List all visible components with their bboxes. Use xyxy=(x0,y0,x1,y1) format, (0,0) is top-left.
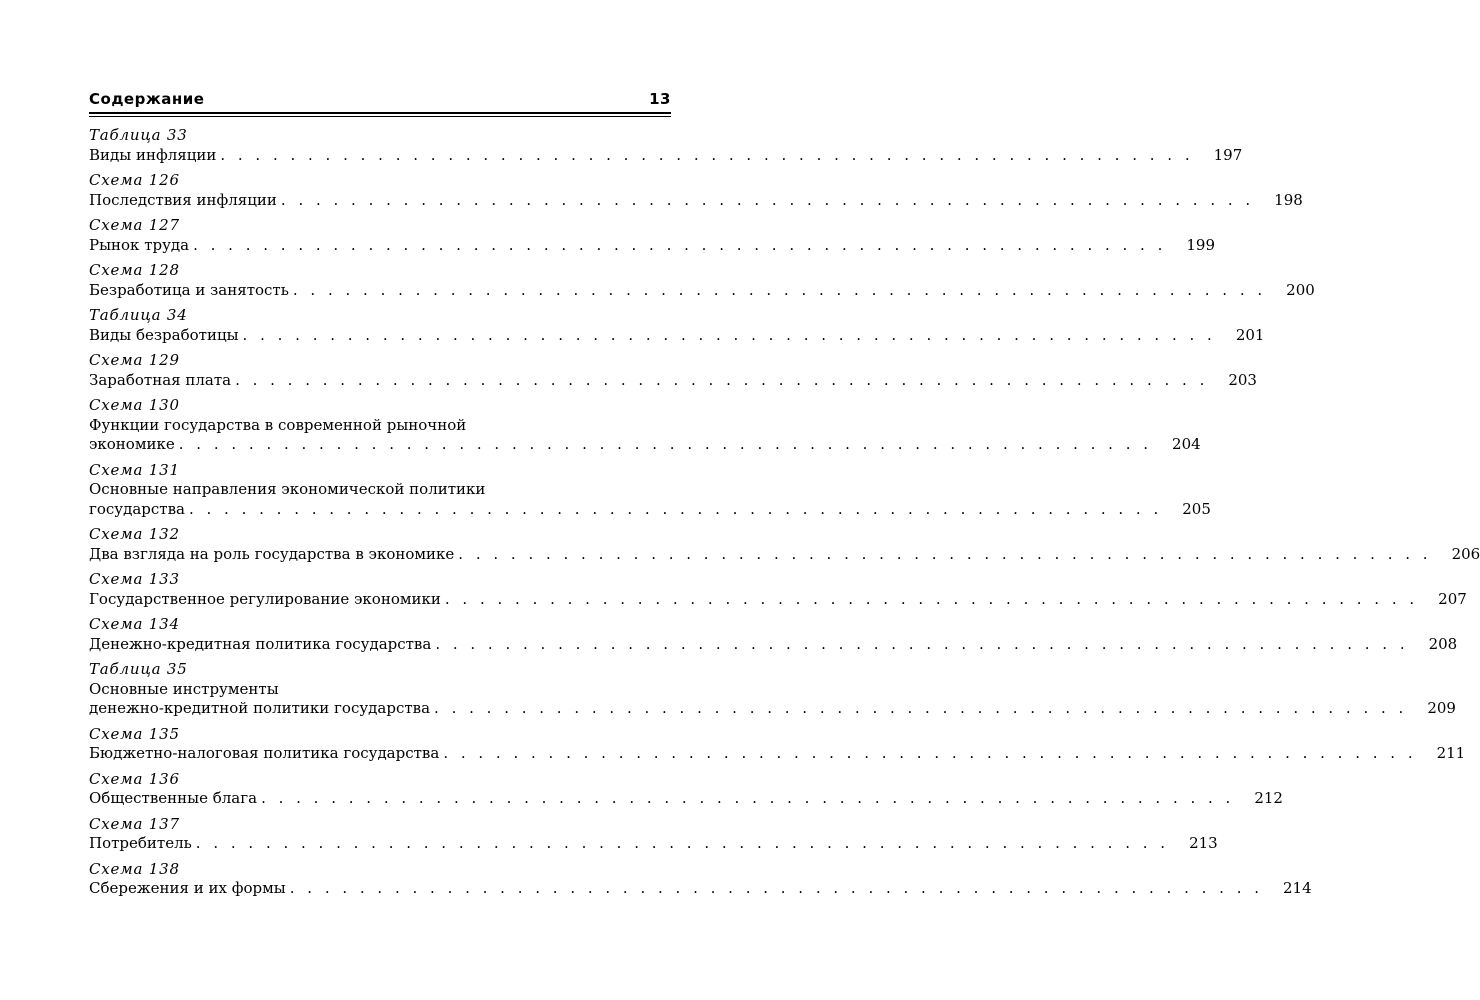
toc-entry-line xyxy=(89,699,1456,719)
toc-entry-title: экономике xyxy=(89,435,175,453)
toc-entry-page-number: 211 xyxy=(1436,744,1466,762)
book-page xyxy=(89,90,1480,905)
toc-entry-title: Потребитель xyxy=(89,834,192,852)
toc-entry-page-number: 213 xyxy=(1189,834,1218,852)
toc-entry-label: Таблица 34 xyxy=(89,306,188,324)
dot-leader: . . . . . . . . . . . . . . . . . . . . . . . . . . . . . . . . . . . . . . . . . . . . . . . . . . . . . . . . xyxy=(458,544,1432,563)
toc-entry-label: Схема 129 xyxy=(89,351,180,369)
toc-entry-page-number: 206 xyxy=(1451,544,1480,563)
toc-entry-line xyxy=(89,634,1458,655)
toc-entry-line xyxy=(89,480,671,500)
toc-entry-label: Схема 126 xyxy=(89,171,180,189)
toc-entry-label: Схема 131 xyxy=(89,460,180,479)
toc-entry-title: Виды безработицы xyxy=(89,325,239,344)
toc-entry xyxy=(89,306,1265,345)
dot-leader: . . . . . . . . . . . . . . . . . . . . . . . . . . . . . . . . . . . . . . . . . . . . . . . . . . . . . . . . xyxy=(289,879,1264,897)
toc-entry xyxy=(89,261,1315,300)
toc-entry-page-number: 205 xyxy=(1182,499,1211,518)
dot-leader: . . . . . . . . . . . . . . . . . . . . . . . . . . . . . . . . . . . . . . . . . . . . . . . . . . . . . . . . xyxy=(261,789,1235,807)
toc-entry-title: Государственное регулирование экономики xyxy=(89,589,441,608)
toc-entry-line xyxy=(89,145,1243,166)
toc-entry-page-number: 200 xyxy=(1286,280,1315,299)
toc-entry xyxy=(89,396,1201,455)
toc-entry-label: Схема 135 xyxy=(89,724,180,743)
toc-entry-line xyxy=(89,499,1211,520)
header-rule xyxy=(89,112,671,117)
dot-leader: . . . . . . . . . . . . . . . . . . . . . . . . . . . . . . . . . . . . . . . . . . . . . . . . . . . . . . . . xyxy=(235,370,1209,389)
dot-leader: . . . . . . . . . . . . . . . . . . . . . . . . . . . . . . . . . . . . . . . . . . . . . . . . . . . . . . . . xyxy=(434,699,1408,717)
toc-entry xyxy=(89,126,1243,165)
toc-entry-label: Схема 138 xyxy=(89,859,180,878)
toc-entry xyxy=(89,859,1312,899)
toc-entry-label: Схема 137 xyxy=(89,814,180,833)
toc-entry-line xyxy=(89,235,1216,256)
toc-entry-line xyxy=(89,325,1265,346)
toc-entry-title: Рынок труда xyxy=(89,235,190,254)
toc-entry-label: Схема 130 xyxy=(89,396,180,414)
toc-entry-title: Виды инфляции xyxy=(89,145,217,164)
dot-leader: . . . . . . . . . . . . . . . . . . . . . . . . . . . . . . . . . . . . . . . . . . . . . . . . . . . . . . . . xyxy=(280,190,1255,209)
toc-entry-title: Общественные блага xyxy=(89,789,258,807)
toc-entry-label: Схема 136 xyxy=(89,769,180,788)
toc-entry-title: Безработица и занятость xyxy=(89,280,289,299)
dot-leader: . . . . . . . . . . . . . . . . . . . . . . . . . . . . . . . . . . . . . . . . . . . . . . . . . . . . . . . . xyxy=(220,145,1194,164)
dot-leader: . . . . . . . . . . . . . . . . . . . . . . . . . . . . . . . . . . . . . . . . . . . . . . . . . . . . . . . . xyxy=(435,634,1409,653)
toc-entry-line xyxy=(89,416,671,436)
toc-entry-title: Два взгляда на роль государства в экономике xyxy=(89,544,455,563)
toc-entry xyxy=(89,570,1467,609)
toc-entry xyxy=(89,814,1218,854)
toc-entry-label: Таблица 35 xyxy=(89,660,188,678)
dot-leader: . . . . . . . . . . . . . . . . . . . . . . . . . . . . . . . . . . . . . . . . . . . . . . . . . . . . . . . . xyxy=(444,589,1419,608)
toc-entry-label: Схема 132 xyxy=(89,525,180,543)
toc-entry xyxy=(89,351,1257,390)
header-rule-thin xyxy=(89,116,671,117)
running-head-title: Содержание xyxy=(89,90,205,108)
toc-entry xyxy=(89,460,1211,520)
toc-entry-page-number: 203 xyxy=(1228,370,1257,389)
toc-entry-title: Функции государства в современной рыночной xyxy=(89,415,467,434)
dot-leader: . . . . . . . . . . . . . . . . . . . . . . . . . . . . . . . . . . . . . . . . . . . . . . . . . . . . . . . . xyxy=(178,435,1153,453)
toc-entry-page-number: 199 xyxy=(1186,235,1216,254)
toc-entry-line xyxy=(89,744,1466,764)
toc-entry-line xyxy=(89,280,1315,301)
toc-entry-label: Схема 133 xyxy=(89,570,180,588)
dot-leader: . . . . . . . . . . . . . . . . . . . . . . . . . . . . . . . . . . . . . . . . . . . . . . . . . . . . . . . . xyxy=(193,235,1167,254)
dot-leader: . . . . . . . . . . . . . . . . . . . . . . . . . . . . . . . . . . . . . . . . . . . . . . . . . . . . . . . . xyxy=(195,834,1170,852)
toc-entry-label: Схема 128 xyxy=(89,261,180,279)
toc-entry-line xyxy=(89,370,1257,391)
toc-entry-title: Заработная плата xyxy=(89,370,232,389)
toc-entry-page-number: 204 xyxy=(1172,435,1201,453)
toc-entry-title: Основные направления экономической политики xyxy=(89,480,486,498)
toc-entry-line xyxy=(89,834,1218,854)
toc-entry-line xyxy=(89,435,1201,455)
toc-entry-page-number: 198 xyxy=(1274,190,1303,209)
toc-entry-page-number: 208 xyxy=(1428,634,1458,653)
toc-entry xyxy=(89,660,1456,719)
toc-entry-line xyxy=(89,879,1312,899)
dot-leader: . . . . . . . . . . . . . . . . . . . . . . . . . . . . . . . . . . . . . . . . . . . . . . . . . . . . . . . . xyxy=(292,280,1267,299)
toc-entry-title: Сбережения и их формы xyxy=(89,879,286,897)
toc-entry-title: Последствия инфляции xyxy=(89,190,277,209)
toc-entry-page-number: 212 xyxy=(1254,789,1283,807)
header-rule-thick xyxy=(89,112,671,114)
running-head xyxy=(89,90,671,110)
toc-entry-line xyxy=(89,544,1480,565)
dot-leader: . . . . . . . . . . . . . . . . . . . . . . . . . . . . . . . . . . . . . . . . . . . . . . . . . . . . . . . . xyxy=(242,325,1216,344)
toc-entry-page-number: 207 xyxy=(1438,589,1467,608)
toc-entry xyxy=(89,525,1480,564)
toc-entry xyxy=(89,171,1303,210)
toc-entry xyxy=(89,769,1283,809)
toc-entry-page-number: 201 xyxy=(1235,325,1265,344)
toc-entry-line xyxy=(89,190,1303,211)
toc-entry-line xyxy=(89,589,1467,610)
table-of-contents xyxy=(89,126,1480,899)
toc-entry-title: Основные инструменты xyxy=(89,679,279,698)
dot-leader: . . . . . . . . . . . . . . . . . . . . . . . . . . . . . . . . . . . . . . . . . . . . . . . . . . . . . . . . xyxy=(443,744,1417,762)
toc-entry-page-number: 197 xyxy=(1213,145,1243,164)
toc-entry-label: Таблица 33 xyxy=(89,126,188,144)
toc-entry xyxy=(89,216,1216,255)
toc-entry xyxy=(89,724,1466,764)
toc-entry-label: Схема 127 xyxy=(89,216,180,234)
toc-entry xyxy=(89,615,1458,654)
toc-entry-title: Бюджетно-налоговая политика государства xyxy=(89,744,440,762)
toc-entry-line xyxy=(89,789,1283,809)
running-head-page-number: 13 xyxy=(649,90,671,108)
toc-entry-page-number: 214 xyxy=(1283,879,1312,897)
toc-entry-title: государства xyxy=(89,499,185,518)
toc-entry-label: Схема 134 xyxy=(89,615,180,633)
toc-entry-page-number: 209 xyxy=(1427,699,1456,717)
toc-entry-title: денежно-кредитной политики государства xyxy=(89,699,431,717)
toc-entry-title: Денежно-кредитная политика государства xyxy=(89,634,432,653)
toc-entry-line xyxy=(89,680,671,700)
dot-leader: . . . . . . . . . . . . . . . . . . . . . . . . . . . . . . . . . . . . . . . . . . . . . . . . . . . . . . . . xyxy=(188,499,1163,518)
